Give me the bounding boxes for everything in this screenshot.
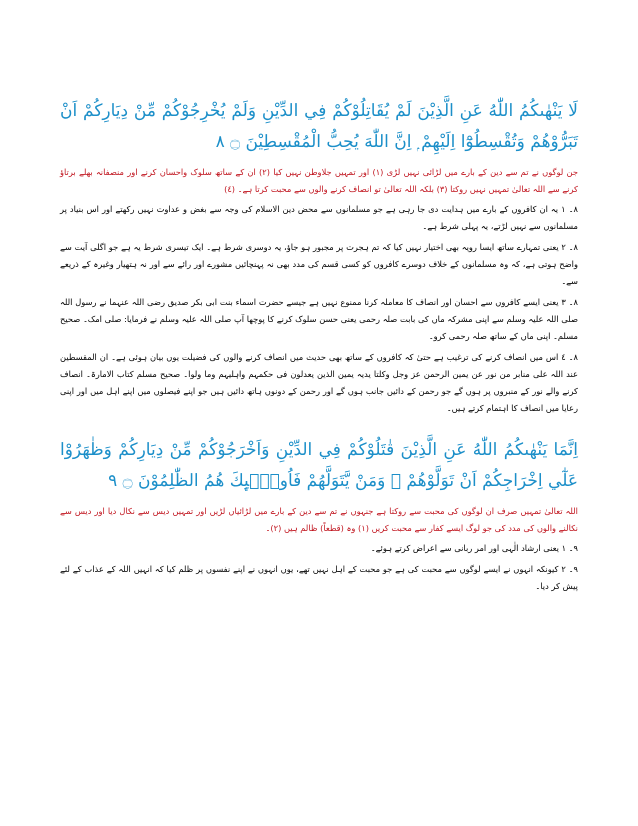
verse-section-8 [60,96,578,417]
footnote-8-1: ۸۔ ۱ یہ ان کافروں کے بارے میں ہدایت دی جا رہی ہے جو مسلمانوں سے محض دین الاسلام کی وجہ سے بغض و عداوت نہیں رکھتے اور اس بنیاد پر مسلمانوں سے نہیں لڑتے، یہ پہلی شرط ہے۔ [60,204,578,231]
footnote-9-1: ۹۔ ۱ یعنی ارشاد الٰہی اور امر ربانی سے اعراض کرتے ہوئے۔ [370,543,578,553]
footnote-9-2: ۹۔ ۲ کیونکہ انہوں نے ایسے لوگوں سے محبت کی ہے جو محبت کے اہل نہیں تھے، یوں انہوں نے اپنے نفسوں پر ظلم کیا کہ انہیں اللہ کے عذاب کے لئے پیش کر دیا۔ [60,564,578,591]
quran-verse-9: اِنَّمَا يَنْهٰىكُمُ اللّٰهُ عَنِ الَّذِيْنَ قٰتَلُوْكُمْ فِي الدِّيْنِ وَاَخْرَجُوْكُمْ مِّنْ دِيَارِكُمْ وَظٰهَرُوْا عَلٰٓي اِخْرَاجِكُمْ اَنْ تَوَلَّوْهُمْ ۚ وَمَنْ يَّتَوَلَّهُمْ فَاُولٰۗىِٕكَ هُمُ الظّٰلِمُوْنَ ۝ ۹ [60,440,578,491]
footnote-8-3: ۸۔ ۳ یعنی ایسے کافروں سے احسان اور انصاف کا معاملہ کرنا ممنوع نہیں ہے جیسے حضرت اسماء بنت ابی بکر صدیق رضی اللہ عنہما نے رسول اللہ صلی اللہ علیہ وسلم سے اپنی مشرکہ ماں کی بابت صلہ رحمی یعنی حسن سلوک کرنے کا پوچھا آپ صلی اللہ علیہ وسلم نے فرمایا: صلی امک۔ صحیح مسلم۔ اپنی ماں کے ساتھ صلہ رحمی کرو۔ [60,297,578,341]
verse-section-9 [60,435,578,595]
footnote-8-4: ۸۔ ٤ اس میں انصاف کرنے کی ترغیب ہے حتیٰ کہ کافروں کے ساتھ بھی حدیث میں انصاف کرنے والوں کی فضیلت یوں بیان ہوئی ہے۔ ان المقسطین عند اللہ علی منابر من نور عن یمین الرحمن عز وجل وکلتا یدیہ یمین الذین یعدلون فی حکمہم واہلیہم وما ولوا۔ صحیح مسلم کتاب الامارۃ۔ انصاف کرنے والے نور کے منبروں پر ہوں گے جو رحمن کے دائیں جانب ہوں گے اور رحمن کے دونوں ہاتھ دائیں ہیں جو اپنے فیصلوں میں اپنے اہل میں اور اپنی رعایا میں انصاف کا اہتمام کرتے ہیں۔ [60,352,578,413]
footnote-8-2: ۸۔ ۲ یعنی تمہارے ساتھ ایسا رویہ بھی اختیار نہیں کیا کہ تم ہجرت پر مجبور ہو جاؤ، یہ دوسری شرط ہے۔ ایک تیسری شرط یہ ہے جو اگلی آیت سے واضح ہوتی ہے، کہ وہ مسلمانوں کے خلاف دوسرے کافروں کو کسی قسم کی مدد بھی نہ پہنچائیں مشورے اور رائے سے اور نہ ہتھیار وغیرہ کے ذریعے سے۔ [60,242,578,286]
verse-9-translation: اللہ تعالیٰ تمہیں صرف ان لوگوں کی محبت سے روکتا ہے جنہوں نے تم سے دین کے بارے میں لڑائیاں لڑیں اور تمہیں دیس سے نکال دیا اور دیس سے نکالنے والوں کی مدد کی جو لوگ ایسے کفار سے محبت کریں (۱) وہ (قطعاً) ظالم ہیں (۲)۔ [60,506,578,533]
verse-8-translation: جن لوگوں نے تم سے دین کے بارے میں لڑائی نہیں لڑی (۱) اور تمہیں جلاوطن نہیں کیا (۲) ان کے ساتھ سلوک واحسان کرنے اور منصفانہ بھلے برتاؤ کرنے سے اللہ تعالیٰ تمہیں نہیں روکتا (۳) بلکہ اللہ تعالیٰ تو انصاف کرنے والوں سے محبت کرتا ہے۔ (٤) [60,167,578,194]
quran-verse-8: لَا يَنْهٰىكُمُ اللّٰهُ عَنِ الَّذِيْنَ لَمْ يُقَاتِلُوْكُمْ فِي الدِّيْنِ وَلَمْ يُخْرِجُوْكُمْ مِّنْ دِيَارِكُمْ اَنْ تَبَرُّوْهُمْ وَتُقْسِطُوْٓا اِلَيْهِمْ ۭ اِنَّ اللّٰهَ يُحِبُّ الْمُقْسِطِيْنَ ۝ ۸ [60,101,578,152]
